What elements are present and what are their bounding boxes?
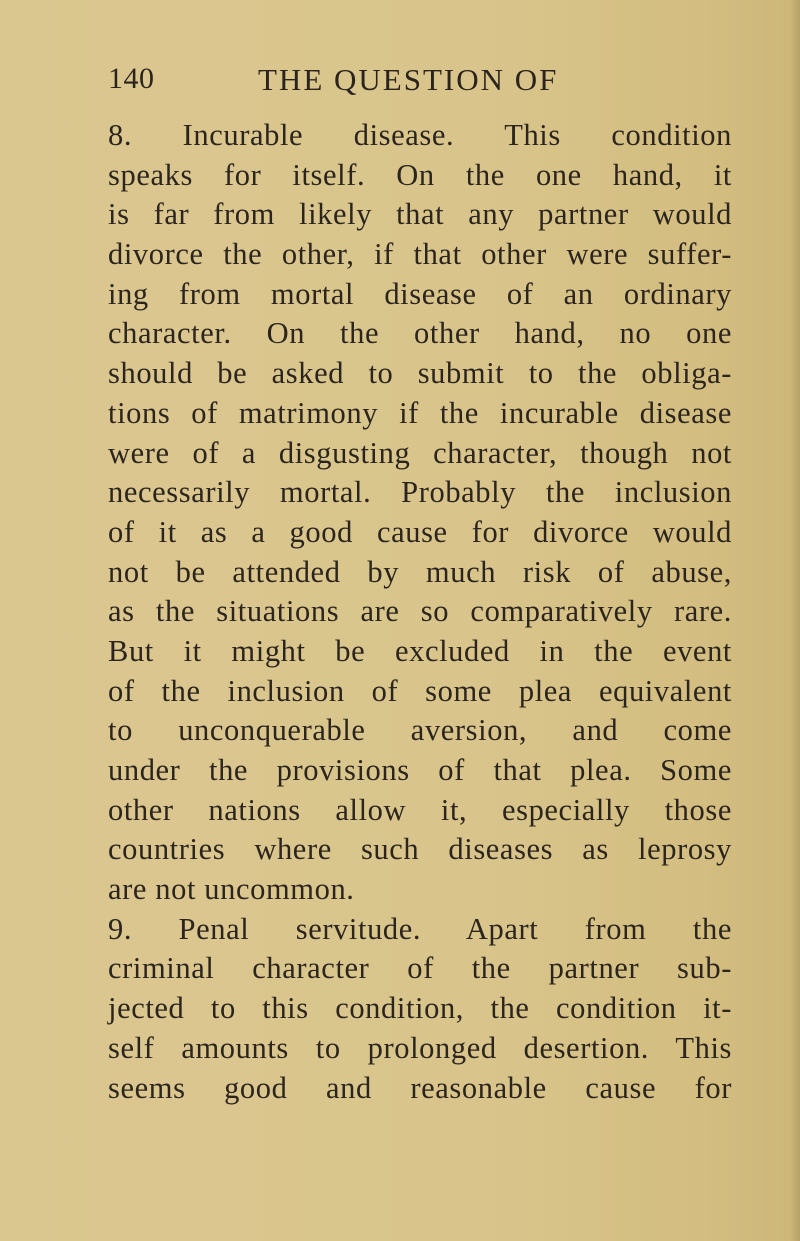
text-line: other nations allow it, especially those — [108, 792, 732, 827]
text-line: But it might be excluded in the event — [108, 633, 732, 668]
text-line: necessarily mortal. Probably the inclusion — [108, 475, 732, 510]
text-line: self amounts to prolonged desertion. This — [108, 1030, 732, 1065]
text-line: were of a disgusting character, though not — [108, 435, 732, 470]
text-line: is far from likely that any partner would — [108, 197, 732, 232]
text-line: character. On the other hand, no one — [108, 316, 732, 351]
text-line: countries where such diseases as leprosy — [108, 832, 732, 867]
text-line: of the inclusion of some plea equivalent — [108, 673, 732, 708]
text-line: are not uncommon. — [108, 872, 355, 907]
text-line: ing from mortal disease of an ordinary — [108, 276, 732, 311]
page-edge-shadow — [790, 0, 800, 1241]
running-title: THE QUESTION OF — [258, 62, 559, 97]
text-line: under the provisions of that plea. Some — [108, 753, 732, 787]
body-text — [108, 116, 732, 1108]
page-number: 140 — [108, 62, 155, 95]
text-line: tions of matrimony if the incurable disease — [108, 395, 732, 430]
text-line: jected to this condition, the condition it- — [108, 991, 732, 1026]
text-line: to unconquerable aversion, and come — [108, 713, 732, 748]
text-line: of it as a good cause for divorce would — [108, 514, 732, 549]
text-line: seems good and reasonable cause for — [108, 1070, 732, 1105]
text-line: not be attended by much risk of abuse, — [108, 554, 732, 589]
text-line: criminal character of the partner sub- — [108, 951, 732, 986]
running-head — [108, 62, 668, 102]
text-line: as the situations are so comparatively rare. — [108, 594, 732, 629]
text-line: should be asked to submit to the obliga- — [108, 356, 732, 391]
text-line: speaks for itself. On the one hand, it — [108, 157, 732, 192]
text-line: 9. Penal servitude. Apart from the — [108, 911, 732, 946]
text-line: 8. Incurable disease. This condition — [108, 118, 732, 152]
text-line: divorce the other, if that other were suffer- — [108, 237, 732, 272]
